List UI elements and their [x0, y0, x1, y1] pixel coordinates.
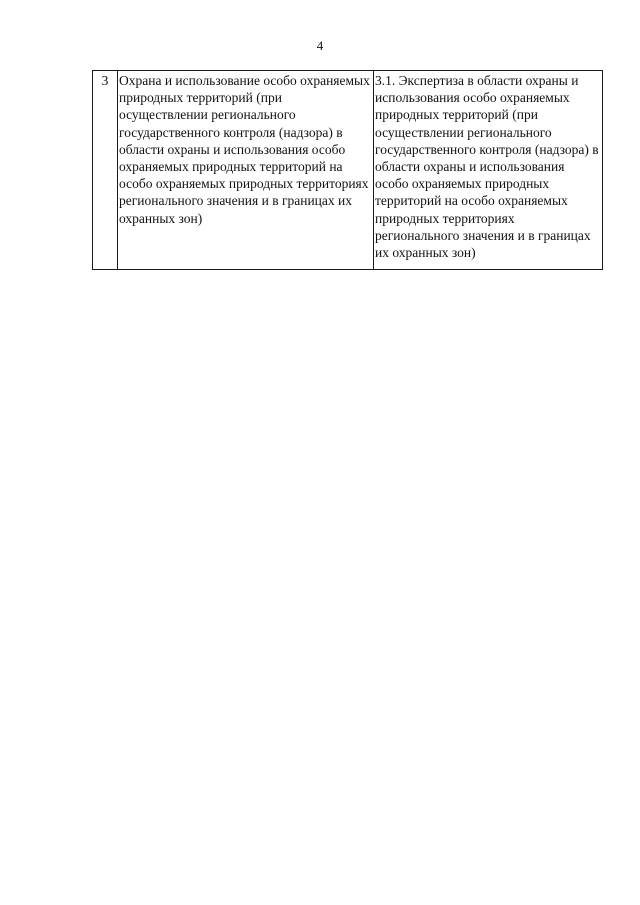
table-row — [93, 71, 603, 270]
control-types-table — [92, 70, 603, 270]
row-number-cell: 3 — [93, 71, 118, 270]
control-subject-cell: Охрана и использование особо охраняемых природных территорий (при осуществлении регионального государственного контроля (надзора) в области охраны и использования особо охраняемых природных территорий на особо охраняемых природных территориях регионального значения и в границах их охранных зон) — [118, 71, 374, 270]
control-measure-cell: 3.1. Экспертиза в области охраны и использования особо охраняемых природных территорий (при осуществлении регионального государственного контроля (надзора) в области охраны и использования особо охраняемых природных территорий на особо охраняемых природных территориях регионального значения и в границах их охранных зон) — [374, 71, 603, 270]
page-number: 4 — [316, 38, 324, 53]
